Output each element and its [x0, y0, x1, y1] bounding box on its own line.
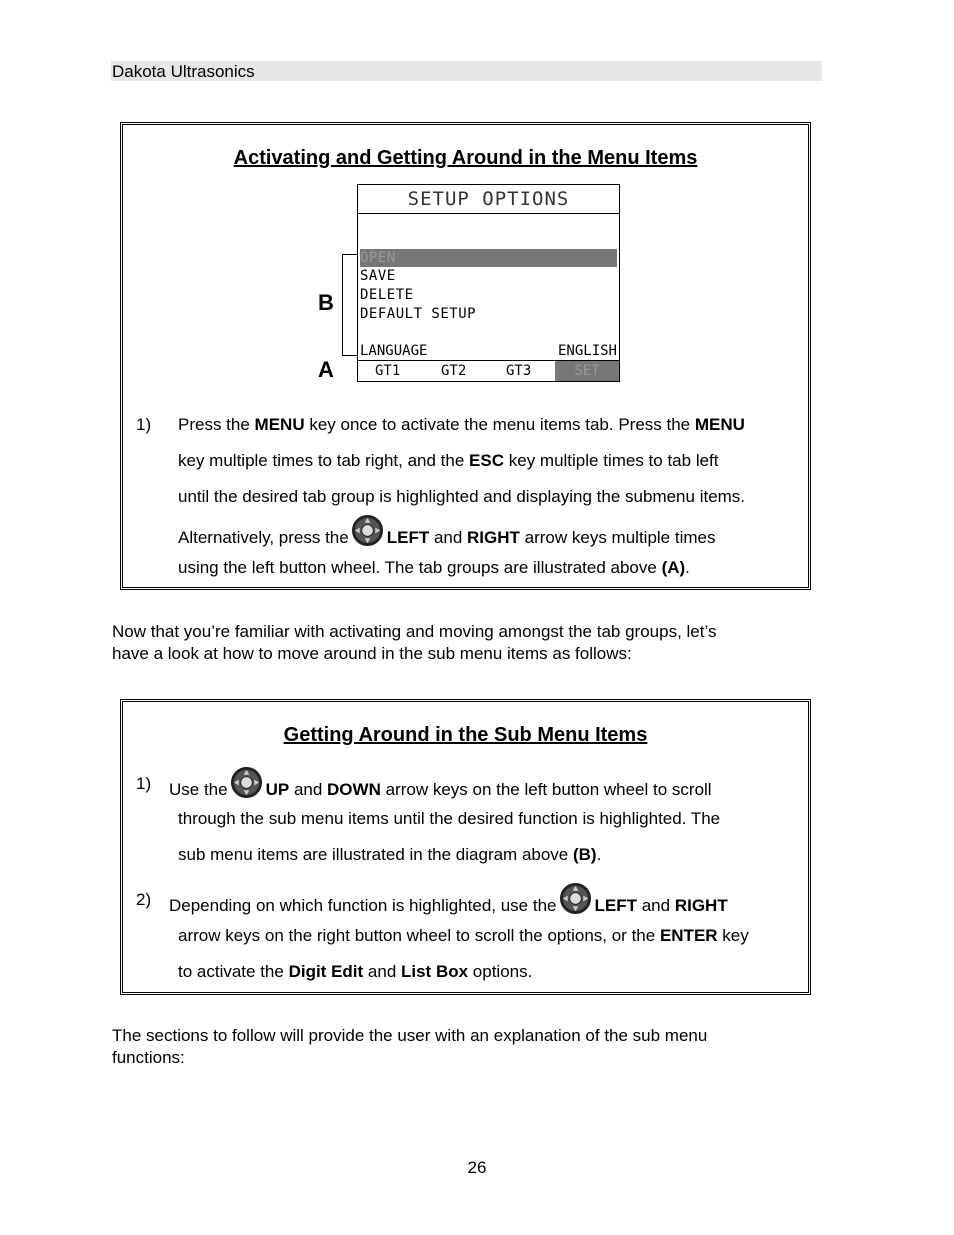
text: arrow keys on the left button wheel to scroll	[380, 780, 712, 799]
menu-item-default-setup: DEFAULT SETUP	[360, 306, 477, 322]
tab-gt2: GT2	[441, 363, 467, 379]
document-header: Dakota Ultrasonics	[111, 61, 822, 81]
menu-item-delete: DELETE	[360, 287, 414, 303]
text: and	[289, 780, 328, 799]
tab-bar	[358, 360, 619, 381]
text: through the sub menu items until the desired function is highlighted. The	[178, 809, 721, 828]
section-title: Activating and Getting Around in the Menu Items	[233, 147, 698, 169]
language-row	[360, 343, 617, 359]
text: and	[637, 896, 675, 915]
text-line: functions:	[112, 1048, 185, 1067]
button-wheel-icon	[559, 882, 592, 915]
menu-key-text: MENU	[694, 415, 745, 434]
text: .	[685, 558, 690, 577]
down-key-text: DOWN	[327, 780, 381, 799]
screen-title: SETUP OPTIONS	[358, 185, 619, 214]
label-b: B	[318, 290, 334, 315]
intro-paragraph	[112, 621, 716, 665]
digit-edit-text: Digit Edit	[288, 962, 364, 981]
closing-paragraph	[112, 1025, 707, 1069]
text: Depending on which function is highlighted, use the	[169, 896, 557, 915]
text: Use the	[169, 780, 228, 799]
text: options.	[468, 962, 533, 981]
text: .	[596, 845, 602, 864]
tab-gt1: GT1	[375, 363, 401, 379]
text: and	[429, 528, 468, 547]
left-key-text: LEFT	[386, 528, 430, 547]
tab-set: SET	[555, 361, 619, 381]
text: to activate the	[178, 962, 289, 981]
page-number: 26	[467, 1158, 487, 1177]
list-box-text: List Box	[401, 962, 469, 981]
button-wheel-icon	[230, 766, 263, 799]
left-key-text: LEFT	[594, 896, 637, 915]
esc-key-text: ESC	[469, 451, 505, 470]
text: and	[363, 962, 401, 981]
button-wheel-icon	[351, 514, 384, 547]
step-number: 1)	[136, 415, 152, 434]
text: until the desired tab group is highlighted and displaying the submenu items.	[178, 487, 746, 506]
step-number: 2)	[136, 890, 152, 909]
text: key once to activate the menu items tab. Press the	[304, 415, 695, 434]
right-key-text: RIGHT	[674, 896, 728, 915]
label-reference: (A)	[661, 558, 686, 577]
menu-item-open: OPEN	[360, 249, 617, 267]
text: Alternatively, press the	[178, 528, 349, 547]
text: sub menu items are illustrated in the diagram above	[178, 845, 573, 864]
submenu-bracket	[342, 254, 357, 356]
sub-menu-box	[120, 699, 811, 995]
text-line: have a look at how to move around in the sub menu items as follows:	[112, 644, 632, 663]
setup-options-screen	[357, 184, 620, 382]
text: key	[717, 926, 749, 945]
text: key multiple times to tab left	[504, 451, 719, 470]
text: Press the	[178, 415, 255, 434]
step-number: 1)	[136, 774, 152, 793]
text-line: Now that you’re familiar with activating and moving amongst the tab groups, let’s	[112, 622, 717, 641]
section-title: Getting Around in the Sub Menu Items	[283, 724, 648, 746]
tab-gt3: GT3	[506, 363, 532, 379]
text: key multiple times to tab right, and the	[178, 451, 470, 470]
label-a: A	[318, 357, 334, 382]
label-reference: (B)	[572, 845, 597, 864]
text: arrow keys on the right button wheel to scroll the options, or the	[178, 926, 660, 945]
enter-key-text: ENTER	[659, 926, 718, 945]
up-key-text: UP	[265, 780, 290, 799]
language-value: ENGLISH	[557, 343, 617, 359]
language-label: LANGUAGE	[360, 343, 428, 359]
right-key-text: RIGHT	[467, 528, 520, 547]
text-line: The sections to follow will provide the user with an explanation of the sub menu	[112, 1026, 708, 1045]
menu-key-text: MENU	[254, 415, 305, 434]
text: arrow keys multiple times	[519, 528, 716, 547]
menu-item-save: SAVE	[360, 268, 396, 284]
text: using the left button wheel. The tab groups are illustrated above	[178, 558, 662, 577]
